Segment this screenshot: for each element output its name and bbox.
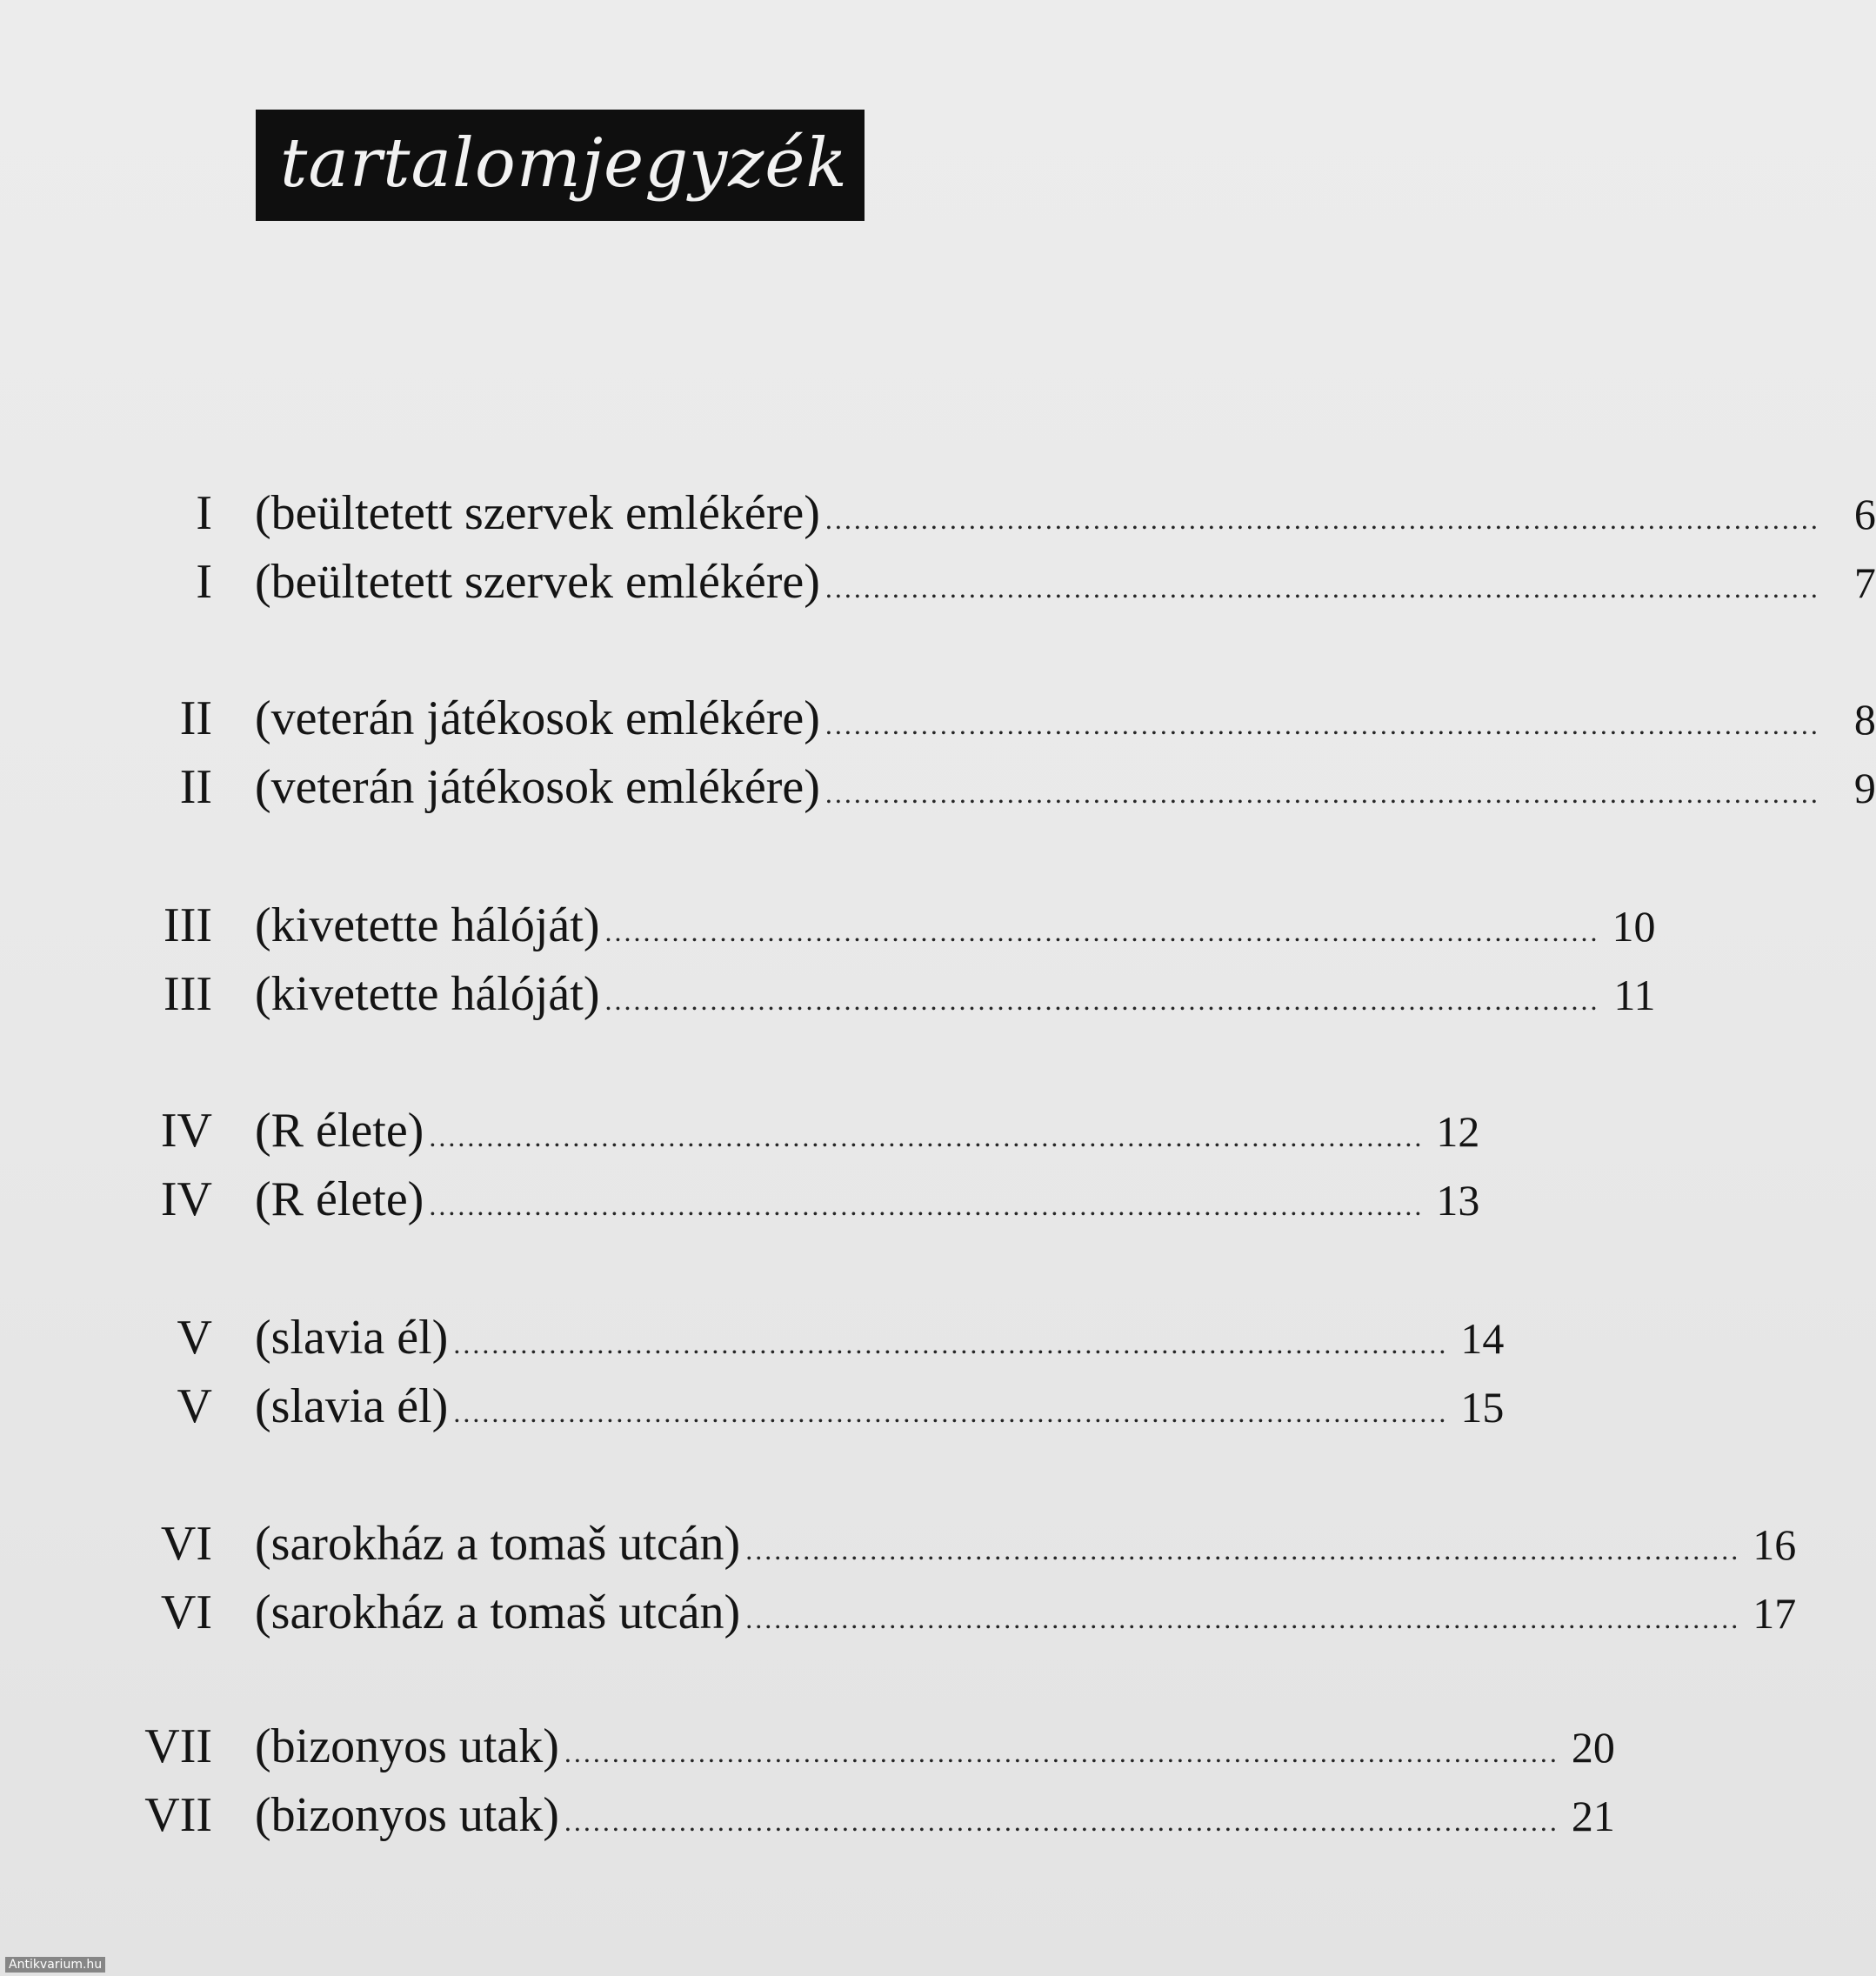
toc-page-number: 9 [1853, 764, 1876, 812]
toc-entry [0, 480, 1876, 546]
dot-leader: ........................................................................................................ [564, 1737, 1559, 1768]
toc-title: (slavia él) [255, 1311, 449, 1365]
toc-entry [0, 1782, 1615, 1848]
dot-leader: ........................................................................................................ [825, 504, 1820, 535]
toc-entry [0, 1098, 1482, 1164]
toc-page-number: 17 [1752, 1589, 1797, 1638]
toc-numeral: II [179, 691, 212, 745]
dot-leader: ........................................................................................................ [429, 1190, 1425, 1221]
toc-numeral: IV [160, 1172, 212, 1226]
toc-title: (bizonyos utak) [255, 1788, 559, 1842]
toc-title: (kivetette hálóját) [255, 898, 600, 952]
toc-title: (kivetette hálóját) [255, 967, 600, 1021]
page-title: tartalomjegyzék [256, 110, 865, 221]
dot-leader: ........................................................................................................ [745, 1534, 1741, 1565]
toc-title: (R élete) [255, 1172, 424, 1226]
toc-page-number: 20 [1571, 1723, 1615, 1772]
toc-title: (bizonyos utak) [255, 1719, 559, 1773]
toc-page-number: 13 [1436, 1176, 1480, 1225]
toc-title: (sarokház a tomaš utcán) [255, 1585, 741, 1639]
dot-leader: ........................................................................................................ [453, 1328, 1449, 1359]
toc-entry [0, 1373, 1505, 1439]
toc-numeral: VII [144, 1788, 212, 1842]
toc-numeral: VII [144, 1719, 212, 1773]
toc-page-number: 15 [1460, 1383, 1505, 1432]
toc-page-number: 14 [1460, 1314, 1505, 1363]
dot-leader: ........................................................................................................ [453, 1397, 1449, 1428]
toc-numeral: III [164, 898, 212, 952]
toc-numeral: V [177, 1379, 212, 1433]
dot-leader: ........................................................................................................ [825, 778, 1820, 809]
dot-leader: ........................................................................................................ [429, 1121, 1425, 1152]
dot-leader: ........................................................................................................ [564, 1806, 1559, 1837]
toc-entry [0, 685, 1876, 751]
toc-numeral: I [196, 486, 212, 540]
toc-numeral: V [177, 1311, 212, 1365]
toc-page-number: 7 [1853, 558, 1876, 607]
toc-entry [0, 1166, 1482, 1232]
toc-title: (R élete) [255, 1104, 424, 1158]
toc-numeral: IV [160, 1104, 212, 1158]
toc-page-number: 11 [1613, 971, 1656, 1019]
toc-page-number: 10 [1612, 902, 1656, 951]
toc-title: (beültetett szervek emlékére) [255, 555, 820, 609]
toc-page-number: 16 [1752, 1520, 1797, 1569]
watermark: Antikvarium.hu [5, 1957, 105, 1973]
toc-entry [0, 1579, 1797, 1646]
toc-entry [0, 892, 1656, 958]
toc-title: (veterán játékosok emlékére) [255, 760, 820, 814]
toc-numeral: VI [160, 1517, 212, 1571]
toc-entry [0, 961, 1656, 1027]
toc-entry [0, 1511, 1797, 1577]
toc-page-number: 8 [1853, 695, 1876, 744]
toc-numeral: III [164, 967, 212, 1021]
toc-page-number: 6 [1853, 490, 1876, 538]
toc-entry [0, 754, 1876, 820]
dot-leader: ........................................................................................................ [825, 572, 1820, 604]
dot-leader: ........................................................................................................ [825, 709, 1820, 740]
dot-leader: ........................................................................................................ [604, 916, 1600, 947]
toc-numeral: VI [160, 1585, 212, 1639]
toc-title: (veterán játékosok emlékére) [255, 691, 820, 745]
toc-entry [0, 549, 1876, 615]
toc-numeral: I [196, 555, 212, 609]
toc-title: (slavia él) [255, 1379, 449, 1433]
toc-entry [0, 1713, 1615, 1779]
toc-title: (sarokház a tomaš utcán) [255, 1517, 741, 1571]
toc-page-number: 21 [1571, 1792, 1615, 1840]
dot-leader: ........................................................................................................ [745, 1603, 1741, 1634]
toc-entry [0, 1305, 1505, 1371]
toc-numeral: II [179, 760, 212, 814]
toc-page-number: 12 [1436, 1107, 1480, 1156]
dot-leader: ........................................................................................................ [604, 985, 1600, 1016]
toc-title: (beültetett szervek emlékére) [255, 486, 820, 540]
